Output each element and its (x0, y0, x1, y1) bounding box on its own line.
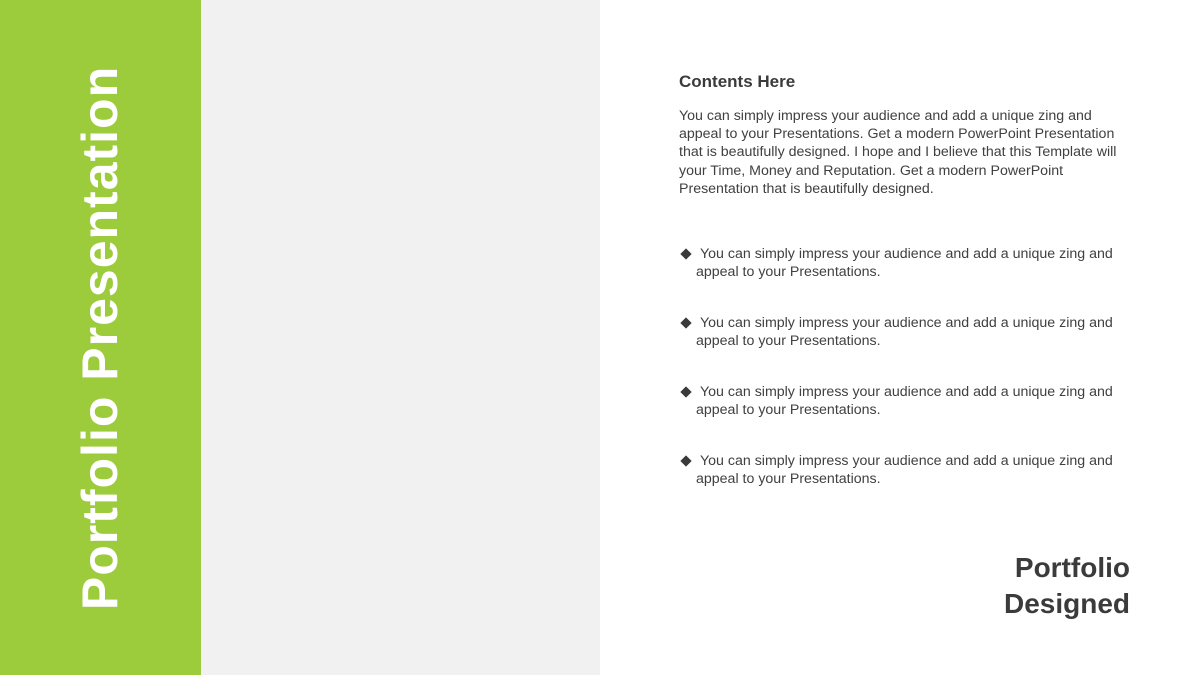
bullet-text: You can simply impress your audience and add a unique zing and appeal to your Presentations. (696, 384, 1113, 419)
image-placeholder[interactable] (201, 0, 600, 675)
footer-title-line2: Designed (1003, 588, 1130, 619)
bullet-item (679, 452, 1124, 521)
content-body: You can simply impress your audience and add a unique zing and appeal to your Presentations. Get a modern PowerPoint Presentation that is beautifully designed. I hope and I believe that this Template will your Time, Money and Reputation. Get a modern PowerPoint Presentation that is beautifully designed. (679, 108, 1117, 197)
diamond-bullet-icon (680, 455, 691, 466)
diamond-bullet-icon (680, 317, 691, 328)
bullet-text: You can simply impress your audience and add a unique zing and appeal to your Presentations. (696, 453, 1113, 488)
bullet-item (679, 314, 1124, 383)
bullet-list (679, 245, 1124, 521)
content-heading: Contents Here (679, 72, 796, 91)
bullet-item (679, 245, 1124, 314)
content-block (679, 72, 1124, 198)
diamond-bullet-icon (680, 386, 691, 397)
footer-title (870, 550, 1130, 622)
footer-title-line1: Portfolio (1014, 552, 1130, 583)
side-accent-band (0, 0, 201, 675)
side-title: Portfolio Presentation (72, 65, 128, 611)
bullet-text: You can simply impress your audience and add a unique zing and appeal to your Presentations. (696, 246, 1113, 281)
bullet-item (679, 383, 1124, 452)
bullet-text: You can simply impress your audience and add a unique zing and appeal to your Presentations. (696, 315, 1113, 350)
diamond-bullet-icon (680, 248, 691, 259)
